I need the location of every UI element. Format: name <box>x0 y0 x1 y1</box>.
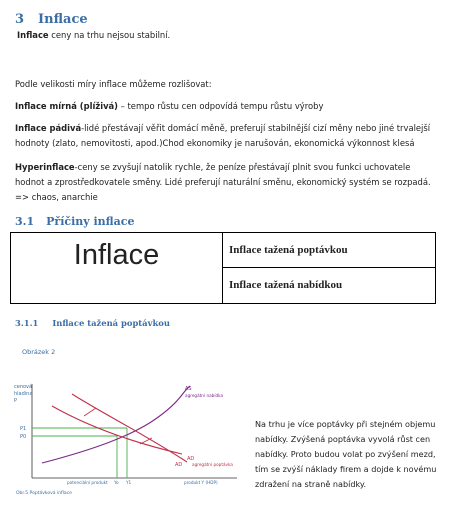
as-desc: agregátní nabídka <box>185 393 224 398</box>
ad1-label: AD <box>175 462 183 468</box>
lead-paragraph: Podle velikosti míry inflace můžeme rozlišovat: <box>15 79 212 89</box>
ad1-desc: agregátní poptávka <box>192 462 233 467</box>
table-left-cell: Inflace <box>11 233 223 303</box>
figure-caption: Obr.5 Poptávková inflace <box>16 491 72 496</box>
hyper-rest: -ceny se zvyšují natolik rychle, že peníze přestávají plnit svou funkci uchovatele hodnot a zprostředkovatele směny. Lidé preferují naturální směnu, ekonomický systém se rozpadá. => chaos, anarchie <box>15 162 431 202</box>
mild-rest: – tempo růstu cen odpovídá tempu růstu výroby <box>118 101 324 111</box>
heading-3 <box>15 12 88 27</box>
y1-label: Y1 <box>126 480 132 485</box>
as-curve <box>42 386 190 463</box>
section-title: Příčiny inflace <box>46 215 135 228</box>
demand-inflation-explanation: Na trhu je více poptávky při stejném objemu nabídky. Zvýšená poptávka vyvolá růst cen nabídky. Proto budou volat po zvýšení mezd, tím se zvýší náklady firem a dojde k novému zdražení na straně nabídky. <box>255 419 437 489</box>
y-axis-label-2: hladina <box>14 391 33 397</box>
heading-number: 3 <box>15 12 25 27</box>
y-axis-label-1: cenová <box>14 384 33 390</box>
galloping-bold: Inflace pádivá <box>15 123 82 133</box>
subsection-number: 3.1.1 <box>15 318 39 328</box>
heading-title: Inflace <box>38 12 88 27</box>
intro-paragraph <box>17 28 170 43</box>
ad-label: AD <box>187 456 195 462</box>
table-supply-cell: Inflace tažená nabídkou <box>229 279 343 291</box>
causes-table <box>10 232 436 304</box>
demand-inflation-diagram <box>12 378 252 498</box>
galloping-line1: -lidé přestávají věřit domácí měně, preferují stabilnější cizí měny nebo jiné trvalejší <box>81 123 431 133</box>
p1-label: P1 <box>20 426 27 432</box>
mild-bold: Inflace mírná (plíživá) <box>15 101 119 111</box>
yo-label: Yo <box>114 480 119 485</box>
intro-rest: ceny na trhu nejsou stabilní. <box>48 30 171 40</box>
mild-inflation-paragraph <box>15 99 323 114</box>
p0-label: P0 <box>20 434 27 440</box>
x-axis-label: produkt Y (HDP) <box>184 480 218 485</box>
subsection-3-1-1-heading <box>15 318 170 328</box>
shift-arrow-2 <box>140 438 152 444</box>
as-label: AS <box>185 386 192 392</box>
intro-bold: Inflace <box>17 30 49 40</box>
hyperinflation-paragraph <box>15 160 440 205</box>
galloping-inflation-line2: hodnoty (zlato, nemovitosti, apod.)Chod ekonomiky je narušován, ekonomická výkonnost klesá <box>15 138 415 148</box>
section-3-1-heading <box>15 215 134 228</box>
figure-label: Obrázek 2 <box>22 348 56 356</box>
section-number: 3.1 <box>15 215 35 228</box>
y-axis-label-3: P <box>14 398 18 404</box>
table-demand-cell: Inflace tažená poptávkou <box>223 233 435 268</box>
potential-product-label: potenciální produkt <box>67 480 108 485</box>
shift-arrow <box>84 408 96 416</box>
galloping-inflation-line1 <box>15 121 430 136</box>
subsection-title: Inflace tažená poptávkou <box>52 318 170 328</box>
hyper-bold: Hyperinflace <box>15 162 75 172</box>
